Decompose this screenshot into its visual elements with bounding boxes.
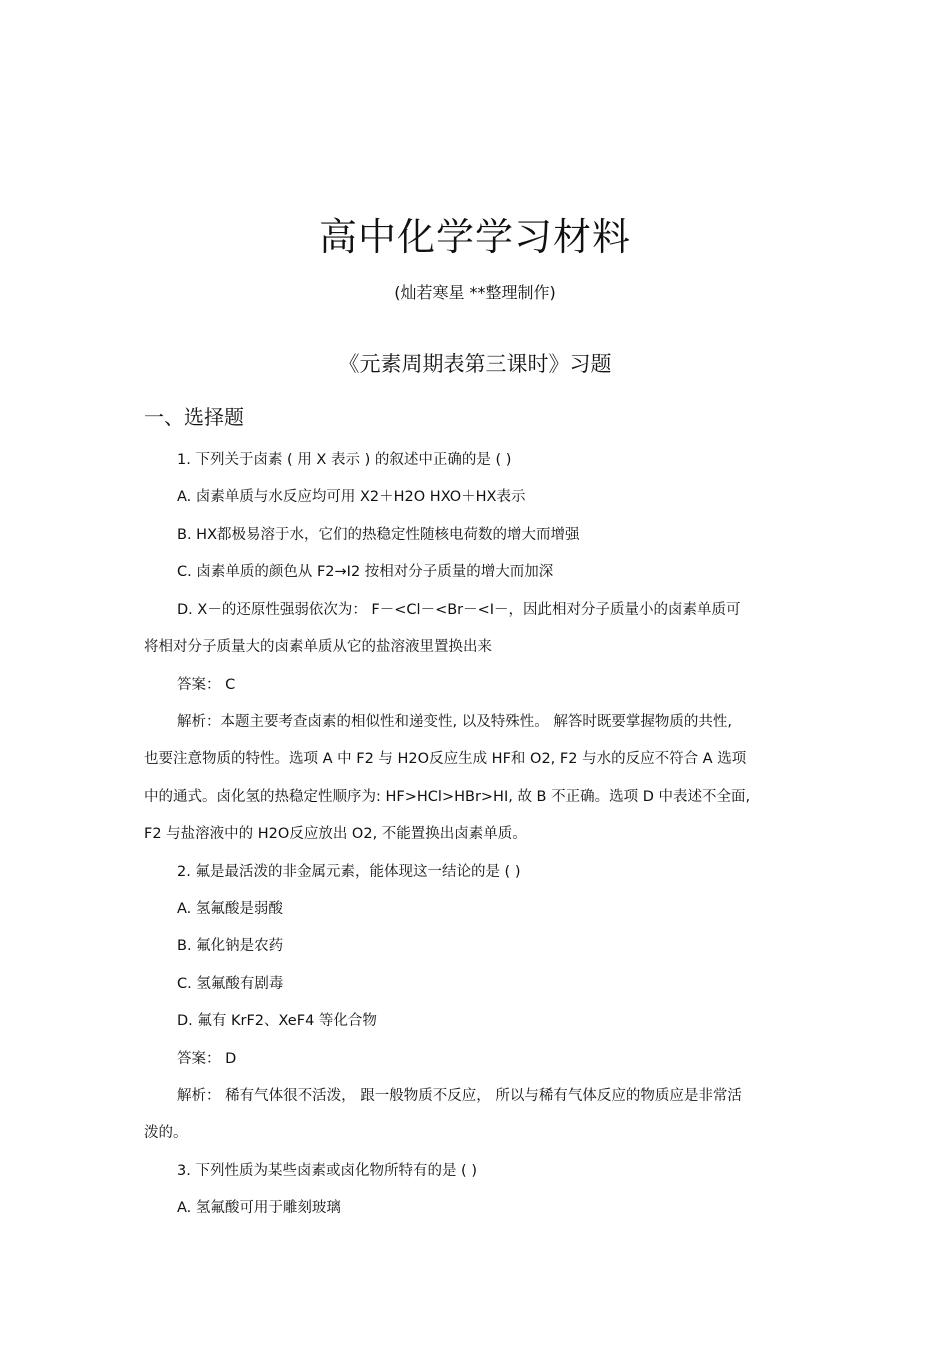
q1-explanation: 解析：本题主要考查卤素的相似性和递变性, 以及特殊性。 解答时既要掌握物质的共性,	[177, 714, 732, 730]
q1-option-a: A. 卤素单质与水反应均可用 X2＋H2O HXO＋HX表示	[177, 489, 526, 505]
q2-answer: 答案： D	[177, 1051, 237, 1067]
q2-option-b: B. 氟化钠是农药	[177, 938, 284, 954]
q1-option-d-cont: 将相对分子质量大的卤素单质从它的盐溶液里置换出来	[144, 639, 492, 655]
q1-option-c: C. 卤素单质的颜色从 F2→I2 按相对分子质量的增大而加深	[177, 564, 554, 580]
q2-explanation-cont: 泼的。	[144, 1125, 188, 1141]
q2-option-c: C. 氢氟酸有剧毒	[177, 976, 284, 992]
q1-stem: 1. 下列关于卤素 ( 用 X 表示 ) 的叙述中正确的是 ( )	[177, 452, 512, 468]
q3-option-a: A. 氢氟酸可用于雕刻玻璃	[177, 1200, 341, 1216]
q1-explanation-cont: 也要注意物质的特性。选项 A 中 F2 与 H2O反应生成 HF和 O2, F2 与水的反应不符合 A 选项	[144, 751, 747, 767]
lesson-title: 《元素周期表第三课时》习题	[338, 352, 612, 376]
q1-answer: 答案： C	[177, 677, 236, 693]
q2-option-a: A. 氢氟酸是弱酸	[177, 901, 283, 917]
section-heading: 一、选择题	[144, 405, 244, 429]
q2-stem: 2. 氟是最活泼的非金属元素，能体现这一结论的是 ( )	[177, 864, 521, 880]
document-subtitle: (灿若寒星 **整理制作)	[394, 283, 556, 302]
q1-explanation-cont: 中的通式。卤化氢的热稳定性顺序为: HF>HCl>HBr>HI, 故 B 不正确。选项 D 中表述不全面,	[144, 789, 751, 805]
q1-option-d: D. X－的还原性强弱依次为： F－<Cl－<Br－<I－，因此相对分子质量小的卤素单质可	[177, 602, 741, 618]
q3-stem: 3. 下列性质为某些卤素或卤化物所特有的是 ( )	[177, 1163, 477, 1179]
q1-option-b: B. HX都极易溶于水，它们的热稳定性随核电荷数的增大而增强	[177, 527, 580, 543]
q2-explanation: 解析： 稀有气体很不活泼， 跟一般物质不反应， 所以与稀有气体反应的物质应是非常活	[177, 1088, 742, 1104]
q2-option-d: D. 氟有 KrF2、XeF4 等化合物	[177, 1013, 377, 1029]
document-title: 高中化学学习材料	[318, 215, 631, 259]
q1-explanation-cont: F2 与盐溶液中的 H2O反应放出 O2, 不能置换出卤素单质。	[144, 826, 527, 842]
